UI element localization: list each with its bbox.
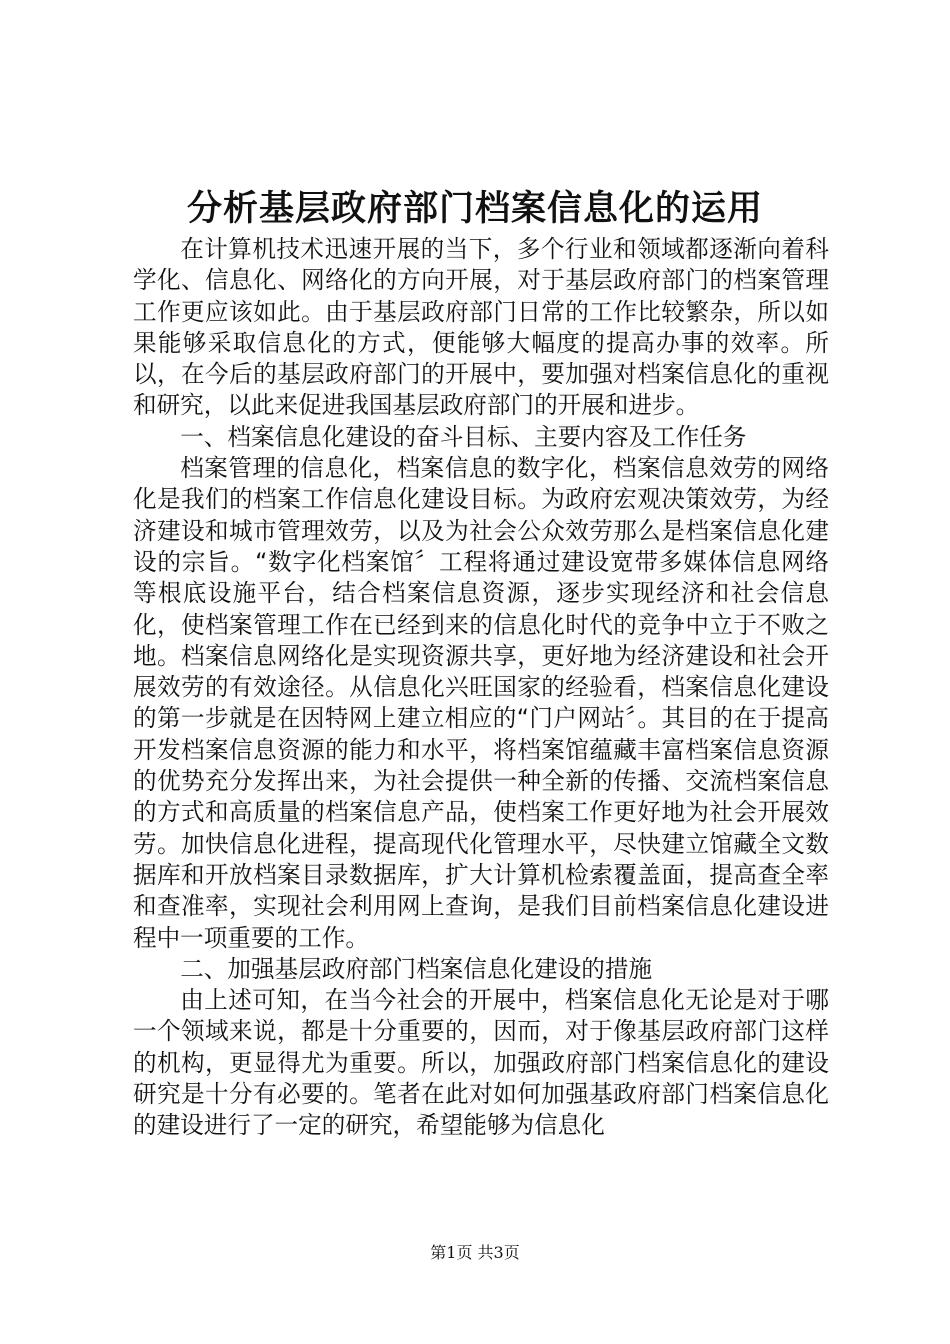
paragraph-intro: 在计算机技术迅速开展的当下，多个行业和领域都逐渐向着科学化、信息化、网络化的方向开展，对于基层政府部门的档案管理工作更应该如此。由于基层政府部门日常的工作比较繁杂，所以如果能够采取信息化的方式，便能够大幅度的提高办事的效率。所以，在今后的基层政府部门的开展中，要加强对档案信息化的重视和研究，以此来促进我国基层政府部门的开展和进步。 [133,235,829,420]
paragraph-section-1: 档案管理的信息化，档案信息的数字化，档案信息效劳的网络化是我们的档案工作信息化建设目标。为政府宏观决策效劳，为经济建设和城市管理效劳，以及为社会公众效劳那么是档案信息化建设的宗旨。“数字化档案馆〞工程将通过建设宽带多媒体信息网络等根底设施平台，结合档案信息资源，逐步实现经济和社会信息化，使档案管理工作在已经到来的信息化时代的竞争中立于不败之地。档案信息网络化是实现资源共享，更好地为经济建设和社会开展效劳的有效途径。从信息化兴旺国家的经验看，档案信息化建设的第一步就是在因特网上建立相应的“门户网站〞。其目的在于提高开发档案信息资源的能力和水平，将档案馆蕴藏丰富档案信息资源的优势充分发挥出来，为社会提供一种全新的传播、交流档案信息的方式和高质量的档案信息产品，使档案工作更好地为社会开展效劳。加快信息化进程，提高现代化管理水平，尽快建立馆藏全文数据库和开放档案目录数据库，扩大计算机检索覆盖面，提高查全率和查准率，实现社会利用网上查询，是我们目前档案信息化建设进程中一项重要的工作。 [133,454,829,952]
document-body [133,234,829,1142]
section-heading-2: 二、加强基层政府部门档案信息化建设的措施 [180,954,653,983]
document-title: 分析基层政府部门档案信息化的运用 [186,188,763,229]
paragraph-section-2: 由上述可知，在当今社会的开展中，档案信息化无论是对于哪一个领域来说，都是十分重要的，因而，对于像基层政府部门这样的机构，更显得尤为重要。所以，加强政府部门档案信息化的建设研究是十分有必要的。笔者在此对如何加强基政府部门档案信息化的建设进行了一定的研究，希望能够为信息化 [133,986,829,1140]
section-heading-1: 一、档案信息化建设的奋斗目标、主要内容及工作任务 [180,422,747,451]
page-footer: 第1页 共3页 [430,1243,520,1262]
